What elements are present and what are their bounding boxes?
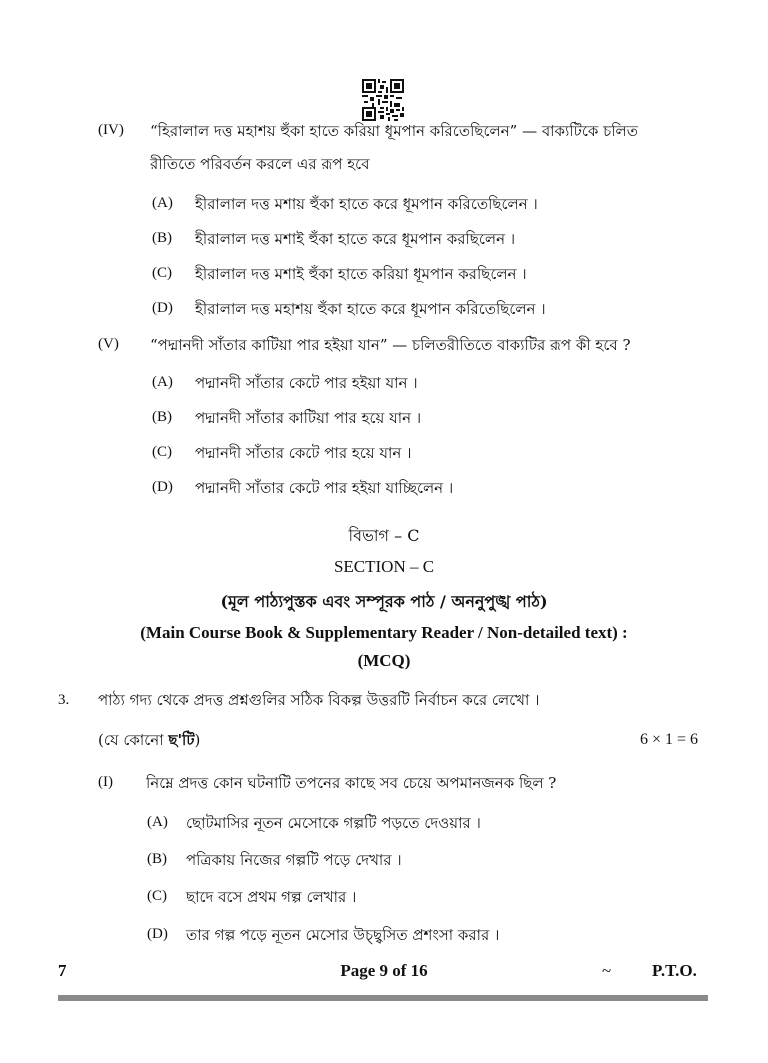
footer-pto: P.T.O. — [652, 961, 697, 980]
question-3-i-label: (I) — [98, 774, 113, 790]
question-v-label: (V) — [98, 336, 119, 352]
option-label: (A) — [152, 374, 173, 390]
option-label: (A) — [152, 195, 173, 211]
option-text: হীরালাল দত্ত মশায় হুঁকা হাতে করে ধূমপান করিতেছিলেন । — [195, 195, 538, 213]
section-mcq: (MCQ) — [357, 651, 411, 670]
footer-tilde: ~ — [602, 961, 612, 980]
option-text: ছোটমাসির নূতন মেসোকে গল্পটি পড়তে দেওয়ার । — [186, 814, 481, 832]
option-text: ছাদে বসে প্রথম গল্প লেখার । — [186, 888, 357, 906]
question-3-text: পাঠ্য গদ্য থেকে প্রদত্ত প্রশ্নগুলির সঠিক বিকল্প উত্তরটি নির্বাচন করে লেখো । — [98, 691, 540, 709]
option-label: (B) — [147, 851, 167, 867]
question-iv-label: (IV) — [98, 122, 124, 138]
choice-count: ছ'টি — [168, 731, 195, 749]
option-text: পদ্মানদী সাঁতার কাটিয়া পার হয়ে যান । — [195, 409, 422, 427]
choice-suffix: ) — [194, 731, 201, 749]
qr-code-icon — [362, 79, 404, 121]
option-text: হীরালাল দত্ত মশাই হুঁকা হাতে করে ধূমপান করছিলেন । — [195, 230, 516, 248]
option-label: (C) — [152, 265, 172, 281]
option-text: তার গল্প পড়ে নূতন মেসোর উচ্ছ্বসিত প্রশংসা করার । — [186, 926, 500, 944]
question-3-marks: 6 × 1 = 6 — [640, 731, 699, 748]
question-v-text: “পদ্মানদী সাঁতার কাটিয়া পার হইয়া যান” — চলিতরীতিতে বাক্যটির রূপ কী হবে ? — [150, 336, 631, 354]
option-text: পত্রিকায় নিজের গল্পটি পড়ে দেখার । — [186, 851, 402, 869]
section-subheading-bengali: (মূল পাঠ্যপুস্তক এবং সম্পূরক পাঠ / অননুপুঙ্খ পাঠ) — [220, 592, 548, 611]
question-iv-line2: রীতিতে পরিবর্তন করলে এর রূপ হবে — [150, 155, 370, 173]
section-subheading-english: (Main Course Book & Supplementary Reader / Non-detailed text) : — [140, 623, 628, 642]
option-label: (D) — [147, 926, 168, 942]
option-label: (C) — [152, 444, 172, 460]
question-3-number: 3. — [58, 692, 70, 708]
question-3-i-text: নিম্নে প্রদত্ত কোন ঘটনাটি তপনের কাছে সব চেয়ে অপমানজনক ছিল ? — [146, 774, 557, 792]
choice-prefix: (যে কোনো — [98, 731, 169, 749]
option-label: (B) — [152, 409, 172, 425]
option-label: (B) — [152, 230, 172, 246]
question-iv-line1: “হিরালাল দত্ত মহাশয় হুঁকা হাতে করিয়া ধূমপান করিতেছিলেন” — বাক্যটিকে চলিত — [150, 122, 638, 140]
footer-page-number: Page 9 of 16 — [340, 961, 428, 980]
option-text: পদ্মানদী সাঁতার কেটে পার হইয়া যাচ্ছিলেন । — [195, 479, 454, 497]
option-label: (D) — [152, 300, 173, 316]
section-heading-english: SECTION – C — [333, 557, 435, 576]
section-heading-bengali: বিভাগ – C — [348, 526, 420, 545]
option-label: (A) — [147, 814, 168, 830]
option-text: হীরালাল দত্ত মহাশয় হুঁকা হাতে করে ধূমপান করিতেছিলেন । — [195, 300, 546, 318]
option-text: পদ্মানদী সাঁতার কেটে পার হয়ে যান । — [195, 444, 412, 462]
option-text: পদ্মানদী সাঁতার কেটে পার হইয়া যান । — [195, 374, 418, 392]
option-label: (C) — [147, 888, 167, 904]
footer-code: 7 — [58, 961, 67, 980]
option-label: (D) — [152, 479, 173, 495]
option-text: হীরালাল দত্ত মশাই হুঁকা হাতে করিয়া ধূমপান করছিলেন । — [195, 265, 527, 283]
question-3-choice — [98, 729, 200, 754]
footer-rule — [58, 995, 708, 1001]
